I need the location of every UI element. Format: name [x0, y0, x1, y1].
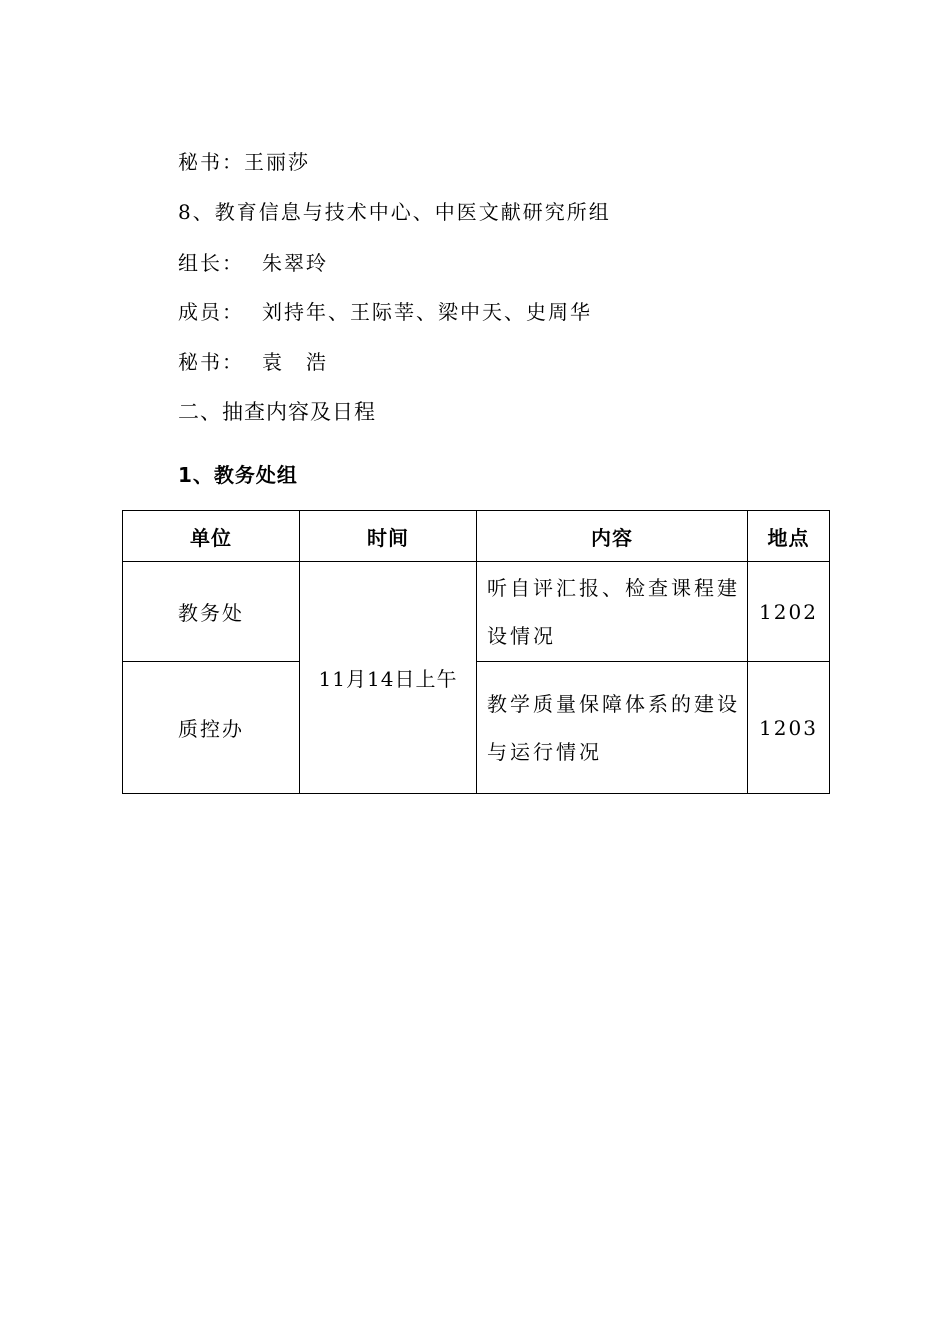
leader-label: 组长： — [178, 251, 244, 275]
content-cell: 教学质量保障体系的建设与运行情况 — [477, 662, 748, 794]
time-cell: 11月14日上午 — [300, 562, 477, 794]
unit-cell: 质控办 — [123, 662, 300, 794]
header-time: 时间 — [300, 511, 477, 562]
unit-cell: 教务处 — [123, 562, 300, 662]
members-label: 成员： — [178, 300, 244, 324]
leader-line — [178, 251, 328, 275]
header-place: 地点 — [748, 511, 830, 562]
section-title: 二、抽查内容及日程 — [178, 400, 376, 424]
secretary2-name: 袁 浩 — [262, 350, 328, 374]
leader-name: 朱翠玲 — [262, 251, 328, 275]
secretary-label: 秘书： — [178, 150, 244, 174]
subsection-title: 1、教务处组 — [178, 463, 298, 487]
group-title: 8、教育信息与技术中心、中医文献研究所组 — [178, 200, 611, 224]
place-cell: 1203 — [748, 662, 830, 794]
place-cell: 1202 — [748, 562, 830, 662]
secretary2-line — [178, 350, 328, 374]
header-unit: 单位 — [123, 511, 300, 562]
secretary2-label: 秘书： — [178, 350, 244, 374]
members-names: 刘持年、王际莘、梁中天、史周华 — [262, 300, 592, 324]
schedule-table — [122, 510, 830, 794]
header-content: 内容 — [477, 511, 748, 562]
table-header-row — [123, 511, 830, 562]
secretary-name: 王丽莎 — [244, 150, 310, 174]
secretary-line — [178, 150, 310, 174]
table-row — [123, 562, 830, 662]
members-line — [178, 300, 592, 324]
content-cell: 听自评汇报、检查课程建设情况 — [477, 562, 748, 662]
table-row — [123, 662, 830, 794]
